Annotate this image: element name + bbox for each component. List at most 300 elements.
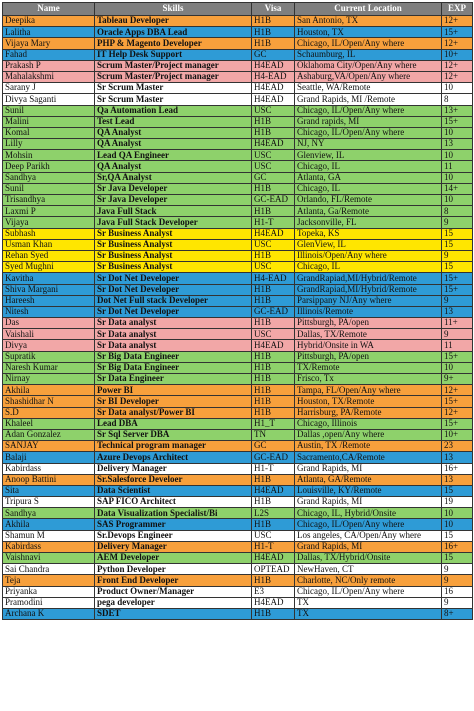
cell-exp: 9 <box>442 250 473 261</box>
cell-location: TX/Remote <box>295 362 442 373</box>
table-row <box>3 519 473 530</box>
cell-visa: GC-EAD <box>252 195 295 206</box>
cell-name: Mahalakshmi <box>3 71 95 82</box>
cell-location: TX <box>295 608 442 619</box>
cell-skill: Sr.Salesforce Develoer <box>95 474 252 485</box>
cell-location: Frisco, Tx <box>295 374 442 385</box>
cell-visa: H4EAD <box>252 228 295 239</box>
cell-visa: H1B <box>252 16 295 27</box>
cell-exp: 13 <box>442 306 473 317</box>
cell-name: Hareesh <box>3 295 95 306</box>
cell-name: Teja <box>3 575 95 586</box>
cell-name: Khaleel <box>3 418 95 429</box>
table-row <box>3 508 473 519</box>
cell-location: Ashaburg,VA/Open/Any where <box>295 71 442 82</box>
cell-location: Jacksonville, FL <box>295 217 442 228</box>
cell-visa: H1B <box>252 284 295 295</box>
cell-exp: 10+ <box>442 49 473 60</box>
cell-name: Syed Mughni <box>3 262 95 273</box>
cell-skill: Sr Big Data Engineer <box>95 362 252 373</box>
cell-location: Oklahoma City/Open/Any where <box>295 60 442 71</box>
table-row <box>3 362 473 373</box>
cell-visa: L2S <box>252 508 295 519</box>
cell-visa: H4EAD <box>252 485 295 496</box>
cell-location: Chicago, IL/Open/Any where <box>295 586 442 597</box>
cell-exp: 13+ <box>442 105 473 116</box>
cell-visa: H4EAD <box>252 553 295 564</box>
cell-skill: Azure Devops Architect <box>95 452 252 463</box>
cell-visa: H1-T <box>252 463 295 474</box>
cell-skill: QA Analyst <box>95 161 252 172</box>
cell-skill: Scrum Master/Project manager <box>95 71 252 82</box>
cell-name: Sai Chandra <box>3 564 95 575</box>
cell-location: Parsippany NJ/Any where <box>295 295 442 306</box>
cell-skill: SDET <box>95 608 252 619</box>
cell-name: Shamun M <box>3 530 95 541</box>
cell-skill: Python Developer <box>95 564 252 575</box>
cell-skill: Sr Business Analyst <box>95 228 252 239</box>
table-row <box>3 105 473 116</box>
cell-exp: 9+ <box>442 374 473 385</box>
cell-location: Pittsburgh, PA/open <box>295 318 442 329</box>
cell-name: Nitesh <box>3 306 95 317</box>
cell-visa: USC <box>252 105 295 116</box>
cell-exp: 9 <box>442 597 473 608</box>
cell-visa: H4EAD <box>252 60 295 71</box>
cell-location: Pittsburgh, PA/open <box>295 351 442 362</box>
cell-exp: 11 <box>442 161 473 172</box>
cell-name: Divya Saganti <box>3 94 95 105</box>
cell-location: Los angeles, CA/Open/Any where <box>295 530 442 541</box>
cell-visa: H1B <box>252 351 295 362</box>
table-row <box>3 183 473 194</box>
cell-name: Prakash P <box>3 60 95 71</box>
cell-name: Mohsin <box>3 150 95 161</box>
cell-skill: Data Visualization Specialist/Bi <box>95 508 252 519</box>
cell-skill: Sr Java Developer <box>95 183 252 194</box>
cell-exp: 11 <box>442 340 473 351</box>
cell-location: Hybrid/Onsite in WA <box>295 340 442 351</box>
table-row <box>3 172 473 183</box>
cell-name: Deepika <box>3 16 95 27</box>
cell-exp: 8+ <box>442 608 473 619</box>
table-row <box>3 429 473 440</box>
cell-location: Topeka, KS <box>295 228 442 239</box>
cell-visa: H1B <box>252 318 295 329</box>
cell-skill: AEM Developer <box>95 553 252 564</box>
table-row <box>3 49 473 60</box>
table-row <box>3 318 473 329</box>
cell-visa: H1B <box>252 362 295 373</box>
cell-location: Chicago, IL, Hybrid/Onsite <box>295 508 442 519</box>
cell-location: Louisville, KY/Remote <box>295 485 442 496</box>
cell-skill: QA Analyst <box>95 139 252 150</box>
cell-location: Grand Rapids, MI /Remote <box>295 94 442 105</box>
cell-name: Lilly <box>3 139 95 150</box>
cell-name: Subhash <box>3 228 95 239</box>
table-row <box>3 127 473 138</box>
cell-name: Usman Khan <box>3 239 95 250</box>
cell-location: Glenview, IL <box>295 150 442 161</box>
table-row <box>3 228 473 239</box>
cell-visa: H1B <box>252 575 295 586</box>
cell-visa: H1B <box>252 519 295 530</box>
cell-location: Illinois/Remote <box>295 306 442 317</box>
cell-exp: 15 <box>442 485 473 496</box>
table-row <box>3 284 473 295</box>
cell-exp: 10 <box>442 127 473 138</box>
cell-location: NewHaven, CT <box>295 564 442 575</box>
cell-name: Sarany J <box>3 83 95 94</box>
cell-name: Kabirdass <box>3 463 95 474</box>
cell-location: Houston, TX <box>295 27 442 38</box>
cell-exp: 9 <box>442 295 473 306</box>
cell-visa: H1B <box>252 385 295 396</box>
cell-exp: 15+ <box>442 418 473 429</box>
cell-visa: H4EAD <box>252 94 295 105</box>
cell-exp: 9 <box>442 217 473 228</box>
table-row <box>3 239 473 250</box>
cell-location: NJ, NY <box>295 139 442 150</box>
table-row <box>3 150 473 161</box>
cell-visa: OPTEAD <box>252 564 295 575</box>
cell-location: Chicago, Illinois <box>295 418 442 429</box>
cell-skill: SAP FICO Architect <box>95 497 252 508</box>
cell-visa: H4EAD <box>252 83 295 94</box>
cell-skill: Lead QA Engineer <box>95 150 252 161</box>
cell-visa: H1B <box>252 116 295 127</box>
cell-location: Illinois/Open/Any where <box>295 250 442 261</box>
table-row <box>3 262 473 273</box>
cell-skill: Lead DBA <box>95 418 252 429</box>
cell-exp: 15+ <box>442 116 473 127</box>
cell-skill: Test Lead <box>95 116 252 127</box>
cell-skill: Delivery Manager <box>95 463 252 474</box>
cell-skill: Sr Data analyst <box>95 329 252 340</box>
cell-location: Atlanta, GA <box>295 172 442 183</box>
cell-name: Vaishali <box>3 329 95 340</box>
cell-location: Grand Rapids, MI <box>295 497 442 508</box>
cell-exp: 15+ <box>442 284 473 295</box>
cell-name: Sunil <box>3 183 95 194</box>
cell-exp: 10+ <box>442 429 473 440</box>
cell-exp: 10 <box>442 150 473 161</box>
cell-exp: 11+ <box>442 318 473 329</box>
cell-skill: Oracle Apps DBA Lead <box>95 27 252 38</box>
candidate-table <box>2 2 473 620</box>
cell-name: Shiva Margani <box>3 284 95 295</box>
cell-visa: H1B <box>252 295 295 306</box>
cell-location: GrandRapiad,MI/Hybrid/Remote <box>295 284 442 295</box>
cell-name: Fahad <box>3 49 95 60</box>
cell-location: Sacramento,CA/Remote <box>295 452 442 463</box>
cell-location: GlenView, IL <box>295 239 442 250</box>
cell-location: Chicago, IL <box>295 161 442 172</box>
table-row <box>3 485 473 496</box>
table-header <box>3 3 473 16</box>
cell-name: Akhila <box>3 385 95 396</box>
cell-exp: 12+ <box>442 16 473 27</box>
cell-exp: 8 <box>442 94 473 105</box>
cell-exp: 16+ <box>442 463 473 474</box>
cell-location: Chicago, IL/Open/Any where <box>295 105 442 116</box>
cell-skill: Sr Java Developer <box>95 195 252 206</box>
cell-exp: 15+ <box>442 351 473 362</box>
cell-exp: 8 <box>442 206 473 217</box>
table-row <box>3 329 473 340</box>
cell-exp: 23 <box>442 441 473 452</box>
cell-visa: H1B <box>252 396 295 407</box>
cell-visa: GC <box>252 172 295 183</box>
cell-exp: 12+ <box>442 407 473 418</box>
cell-visa: H4EAD <box>252 139 295 150</box>
cell-visa: H1B <box>252 127 295 138</box>
cell-name: Archana K <box>3 608 95 619</box>
cell-exp: 19 <box>442 497 473 508</box>
table-row <box>3 306 473 317</box>
cell-visa: H1B <box>252 407 295 418</box>
table-row <box>3 27 473 38</box>
table-row <box>3 195 473 206</box>
cell-exp: 10 <box>442 508 473 519</box>
cell-exp: 10 <box>442 362 473 373</box>
cell-location: Houston, TX/Remote <box>295 396 442 407</box>
cell-visa: H1B <box>252 206 295 217</box>
table-body <box>3 16 473 620</box>
cell-skill: Sr,QA Analyst <box>95 172 252 183</box>
cell-exp: 9 <box>442 564 473 575</box>
cell-visa: H4EAD <box>252 597 295 608</box>
cell-location: Harrisburg, PA/Remote <box>295 407 442 418</box>
cell-name: Naresh Kumar <box>3 362 95 373</box>
table-row <box>3 497 473 508</box>
cell-exp: 15 <box>442 530 473 541</box>
table-row <box>3 16 473 27</box>
cell-skill: Sr Data analyst <box>95 340 252 351</box>
cell-name: Akhila <box>3 519 95 530</box>
header-location: Current Location <box>295 3 442 16</box>
cell-skill: Sr Scrum Master <box>95 83 252 94</box>
cell-skill: Sr Business Analyst <box>95 262 252 273</box>
table-row <box>3 553 473 564</box>
cell-location: Orlando, FL/Remote <box>295 195 442 206</box>
cell-visa: TN <box>252 429 295 440</box>
cell-skill: Product Owner/Manager <box>95 586 252 597</box>
cell-skill: Sr Sql Server DBA <box>95 429 252 440</box>
table-row <box>3 575 473 586</box>
cell-skill: Sr Business Analyst <box>95 250 252 261</box>
cell-skill: Sr Business Analyst <box>95 239 252 250</box>
cell-location: Dallas ,open/Any where <box>295 429 442 440</box>
cell-exp: 14+ <box>442 183 473 194</box>
table-row <box>3 586 473 597</box>
cell-location: Schaumburg, IL <box>295 49 442 60</box>
cell-exp: 16+ <box>442 541 473 552</box>
table-row <box>3 139 473 150</box>
cell-location: Chicago, IL/Open/Any where <box>295 519 442 530</box>
cell-exp: 16 <box>442 586 473 597</box>
table-row <box>3 161 473 172</box>
table-row <box>3 597 473 608</box>
header-skills: Skills <box>95 3 252 16</box>
cell-visa: H1B <box>252 474 295 485</box>
cell-location: Grand Rapids, MI <box>295 463 442 474</box>
header-exp: EXP <box>442 3 473 16</box>
cell-skill: Scrum Master/Project manager <box>95 60 252 71</box>
cell-skill: Delivery Manager <box>95 541 252 552</box>
cell-exp: 13 <box>442 474 473 485</box>
cell-location: Chicago, IL <box>295 183 442 194</box>
cell-name: Das <box>3 318 95 329</box>
cell-exp: 12+ <box>442 38 473 49</box>
cell-location: Grand Rapids, MI <box>295 541 442 552</box>
cell-skill: Sr.Devops Engineer <box>95 530 252 541</box>
cell-skill: Java Full Stack <box>95 206 252 217</box>
table-row <box>3 608 473 619</box>
table-row <box>3 250 473 261</box>
cell-visa: H1B <box>252 374 295 385</box>
cell-skill: Tableau Developer <box>95 16 252 27</box>
cell-skill: Qa Automation Lead <box>95 105 252 116</box>
cell-name: Deep Parikh <box>3 161 95 172</box>
cell-location: Tampa, FL/Open/Any where <box>295 385 442 396</box>
table-row <box>3 441 473 452</box>
table-row <box>3 530 473 541</box>
cell-visa: USC <box>252 262 295 273</box>
cell-exp: 12+ <box>442 71 473 82</box>
cell-name: Shashidhar N <box>3 396 95 407</box>
cell-visa: USC <box>252 161 295 172</box>
cell-visa: USC <box>252 329 295 340</box>
cell-location: Atlanta, Ga/Remote <box>295 206 442 217</box>
cell-name: Adan Gonzalez <box>3 429 95 440</box>
cell-location: Dallas, TX/Remote <box>295 329 442 340</box>
cell-skill: Sr Data Engineer <box>95 374 252 385</box>
cell-skill: Sr Dot Net Developer <box>95 273 252 284</box>
cell-name: Sunil <box>3 105 95 116</box>
cell-skill: SAS Programmer <box>95 519 252 530</box>
cell-name: Vaishnavi <box>3 553 95 564</box>
cell-skill: pega developer <box>95 597 252 608</box>
table-row <box>3 385 473 396</box>
table-row <box>3 452 473 463</box>
cell-name: Vijaya Mary <box>3 38 95 49</box>
cell-visa: USC <box>252 150 295 161</box>
cell-exp: 10 <box>442 195 473 206</box>
table-row <box>3 351 473 362</box>
cell-name: Priyanka <box>3 586 95 597</box>
cell-location: Atlanta, GA/Remote <box>295 474 442 485</box>
cell-name: Malini <box>3 116 95 127</box>
cell-visa: H1B <box>252 250 295 261</box>
cell-skill: Front End Developer <box>95 575 252 586</box>
header-name: Name <box>3 3 95 16</box>
cell-name: Trisandhya <box>3 195 95 206</box>
cell-exp: 9 <box>442 329 473 340</box>
table-row <box>3 418 473 429</box>
cell-visa: E3 <box>252 586 295 597</box>
cell-visa: USC <box>252 530 295 541</box>
cell-skill: Technical program manager <box>95 441 252 452</box>
cell-location: San Antonio, TX <box>295 16 442 27</box>
cell-skill: Java Full Stack Developer <box>95 217 252 228</box>
cell-exp: 12+ <box>442 385 473 396</box>
cell-visa: GC <box>252 441 295 452</box>
cell-visa: H4-EAD <box>252 71 295 82</box>
cell-skill: Sr Data analyst <box>95 318 252 329</box>
table-row <box>3 38 473 49</box>
cell-exp: 15+ <box>442 27 473 38</box>
cell-name: Komal <box>3 127 95 138</box>
cell-name: Nirnay <box>3 374 95 385</box>
cell-visa: USC <box>252 239 295 250</box>
cell-skill: Sr Big Data Engineer <box>95 351 252 362</box>
table-row <box>3 295 473 306</box>
cell-location: Chicago, IL <box>295 262 442 273</box>
table-row <box>3 206 473 217</box>
cell-skill: IT Help Desk Support <box>95 49 252 60</box>
header-visa: Visa <box>252 3 295 16</box>
table-row <box>3 71 473 82</box>
cell-visa: H4EAD <box>252 340 295 351</box>
cell-name: Sandhya <box>3 172 95 183</box>
cell-name: Lalitha <box>3 27 95 38</box>
cell-exp: 15 <box>442 553 473 564</box>
table-row <box>3 340 473 351</box>
table-row <box>3 541 473 552</box>
cell-name: Sandhya <box>3 508 95 519</box>
header-row <box>3 3 473 16</box>
cell-name: Rehan Syed <box>3 250 95 261</box>
cell-skill: QA Analyst <box>95 127 252 138</box>
cell-skill: Sr Dot Net Developer <box>95 284 252 295</box>
table-row <box>3 396 473 407</box>
cell-exp: 15 <box>442 239 473 250</box>
cell-name: SANJAY <box>3 441 95 452</box>
table-row <box>3 474 473 485</box>
cell-visa: H4-EAD <box>252 273 295 284</box>
cell-skill: Sr Data analyst/Power BI <box>95 407 252 418</box>
table-row <box>3 564 473 575</box>
cell-location: Chicago, IL/Open/Any where <box>295 127 442 138</box>
cell-skill: Sr BI Developer <box>95 396 252 407</box>
cell-visa: GC-EAD <box>252 452 295 463</box>
cell-visa: GC <box>252 49 295 60</box>
cell-name: Anoop Battini <box>3 474 95 485</box>
table-row <box>3 83 473 94</box>
cell-name: Kavitha <box>3 273 95 284</box>
cell-name: Divya <box>3 340 95 351</box>
cell-visa: H1B <box>252 608 295 619</box>
cell-location: TX <box>295 597 442 608</box>
cell-skill: Power BI <box>95 385 252 396</box>
cell-visa: H1-T <box>252 217 295 228</box>
cell-name: Tripura S <box>3 497 95 508</box>
cell-exp: 10 <box>442 519 473 530</box>
cell-exp: 12+ <box>442 60 473 71</box>
cell-exp: 13 <box>442 139 473 150</box>
cell-visa: GC-EAD <box>252 306 295 317</box>
cell-name: Kabirdass <box>3 541 95 552</box>
cell-name: Pramodini <box>3 597 95 608</box>
cell-name: Vijaya <box>3 217 95 228</box>
table-row <box>3 116 473 127</box>
cell-exp: 15 <box>442 228 473 239</box>
cell-skill: Sr Scrum Master <box>95 94 252 105</box>
table-row <box>3 374 473 385</box>
cell-skill: Dot Net Full stack Developer <box>95 295 252 306</box>
cell-location: Seattle, WA/Remote <box>295 83 442 94</box>
